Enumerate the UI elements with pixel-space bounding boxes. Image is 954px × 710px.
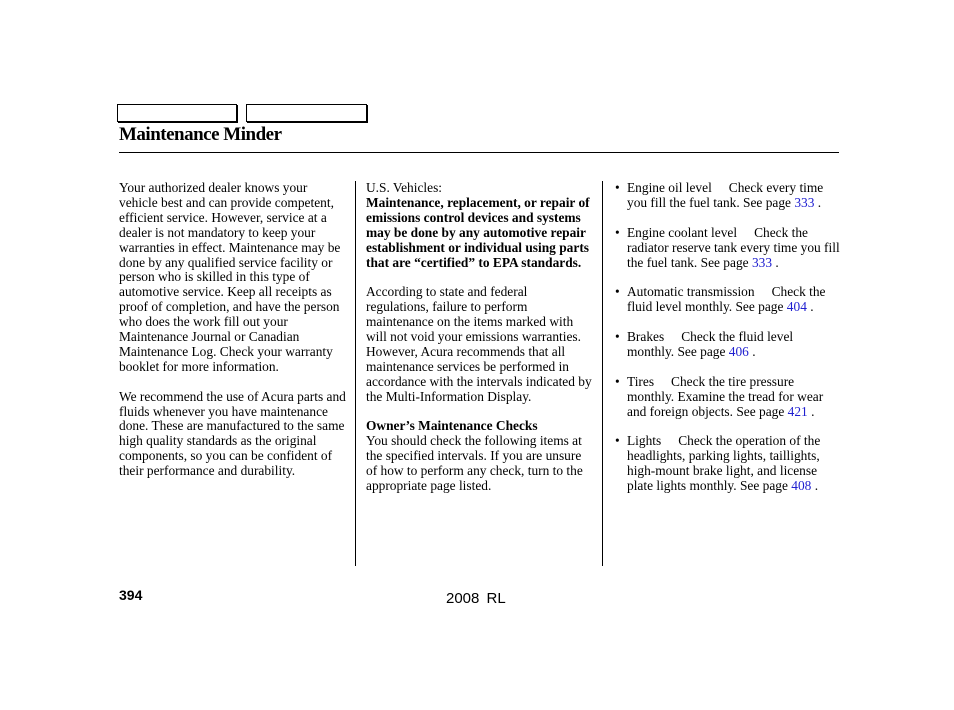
check-item-lights: • Lights Check the operation of the headlights, parking lights, taillights, high-mount brake light, and license plate lights monthly. See page 408 . [615,433,821,494]
column-left [119,181,347,494]
acura-parts-paragraph: We recommend the use of Acura parts and fluids whenever you have maintenance done. These are manufactured to the same high quality standards as the original components, so you can be confident of their performance and durability. [119,388,346,479]
check-text: Check the tire pressure monthly. Examine the tread for wear and foreign objects. See page [627,373,824,419]
page-link-333[interactable]: 333 [794,194,815,210]
page-link-421[interactable]: 421 [787,403,808,419]
column-divider-2 [602,181,603,566]
bullet-icon: • [615,224,620,240]
page-link-406[interactable]: 406 [728,343,749,359]
bullet-icon: • [615,373,620,389]
check-name: Brakes [627,329,665,345]
check-text: Check the fluid level monthly. See page [627,329,794,359]
bullet-icon: • [615,284,620,300]
owners-checks-text: You should check the following items at the specified intervals. If you are unsure of how to perform any check, turn to the appropriate page listed. [366,433,583,494]
bullet-icon: • [615,433,620,449]
nav-tab-table-of-contents[interactable] [246,104,367,122]
check-item-automatic-transmission: • Automatic transmission Check the fluid level monthly. See page 404 . [615,284,826,315]
bullet-icon: • [615,180,620,195]
check-name: Tires [627,373,655,389]
page-number: 394 [119,587,143,603]
column-divider-1 [355,181,356,566]
nav-tab-main-menu[interactable] [117,104,237,122]
page-link-408[interactable]: 408 [791,478,812,494]
check-item-engine-coolant: • Engine coolant level Check the radiator reserve tank every time you fill the fuel tank. See page 333 . [615,224,840,270]
model-footer: 2008 RL [446,590,506,607]
page-title: Maintenance Minder [119,124,282,145]
title-divider [119,152,839,153]
column-middle [366,181,592,509]
owners-checks-heading: Owner’s Maintenance Checks [366,418,538,434]
check-name: Lights [627,433,662,449]
us-vehicles-label: U.S. Vehicles: [366,180,443,195]
page-link-404[interactable]: 404 [786,299,807,315]
page-link-333[interactable]: 333 [751,254,773,270]
regulations-text-b: will not void your emissions warranties. However, Acura recommends that all maintenance services be performed in accordance with the intervals indicated by the Multi-Information Display. [366,329,592,404]
column-right [615,181,843,509]
regulations-text-a: According to state and federal regulations, failure to perform maintenance on the items marked [366,284,546,330]
check-item-tires: • Tires Check the tire pressure monthly. Examine the tread for wear and foreign objects. See page 421 . [615,373,824,419]
check-text: Check every time you fill the fuel tank. See page [627,180,824,210]
check-name: Engine coolant level [627,224,738,240]
regulations-paragraph [366,285,592,404]
emissions-notice: Maintenance, replacement, or repair of emissions control devices and systems may be done by any automotive repair establishment or individual using parts that are “certified” to EPA standards. [366,194,590,270]
check-name: Automatic transmission [627,284,755,300]
check-item-engine-oil: • Engine oil level Check every time you fill the fuel tank. See page 333 . [615,180,824,210]
check-text: Check the fluid level monthly. See page [627,284,826,315]
dealer-paragraph: Your authorized dealer knows your vehicle best and can provide competent, efficient service. However, service at a dealer is not mandatory to keep your warranties in effect. Maintenance may be done by any qualified service facility or person who is skilled in this type of automotive service. Keep all receipts as proof of completion, and have the person who does the work fill out your Maintenance Journal or Canadian Maintenance Log. Check your warranty booklet for more information. [119,180,341,374]
check-text: Check the operation of the headlights, parking lights, taillights, high-mount brake light, and license plate lights monthly. See page [627,433,821,494]
regulations-with: with [549,314,574,330]
check-item-brakes: • Brakes Check the fluid level monthly. See page 406 . [615,329,794,359]
check-name: Engine oil level [627,180,712,195]
bullet-icon: • [615,329,620,345]
check-text: Check the radiator reserve tank every time you fill the fuel tank. See page [627,224,840,270]
